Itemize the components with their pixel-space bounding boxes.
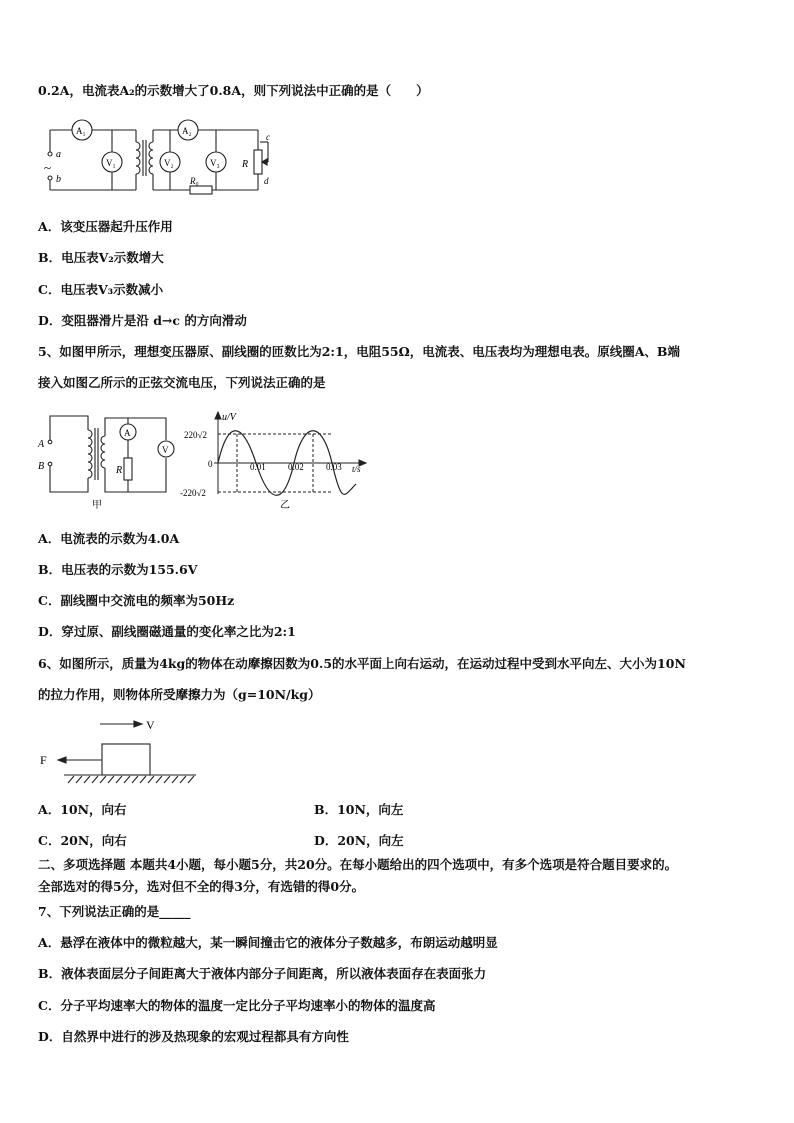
q4-option-a: A．该变压器起升压作用 [38,219,173,234]
yi-ymax-label: 220√2 [184,430,207,440]
jia-caption: 甲 [92,500,102,511]
label-r: R [242,159,249,170]
q6-velocity-label: V [146,718,155,732]
yi-caption: 乙 [280,500,290,511]
q5-option-a: A．电流表的示数为4.0A [38,531,180,546]
q6-option-c: C．20N，向右 [38,833,127,848]
q5-option-b: B．电压表的示数为155.6V [38,562,198,577]
yi-xaxis-label: t/s [352,464,361,474]
jia-voltmeter-label: V [162,445,169,455]
label-c: c [266,132,270,142]
q6-option-d: D．20N，向左 [314,833,404,848]
yi-ymin-label: -220√2 [180,488,206,498]
jia-label-b: B [38,461,45,472]
q6-force-label: F [40,753,47,767]
jia-ammeter-label: A [124,428,131,438]
label-v2: V₂ [164,158,174,168]
q4-stem: 0.2A，电流表A₂的示数增大了0.8A，则下列说法中正确的是（ ） [38,83,429,98]
label-v1: V₁ [106,158,116,168]
q6-stem-line1: 6、如图所示，质量为4kg的物体在动摩擦因数为0.5的水平面上向右运动，在运动过程中受到水平向左、大小为10N [38,656,686,671]
label-r0: R₀ [190,176,199,186]
q5-figure-jia [36,408,186,514]
yi-origin-label: 0 [208,459,213,469]
yi-yaxis-label: u/V [222,412,236,423]
label-a: a [56,149,61,160]
q7-option-a: A．悬浮在液体中的微粒越大，某一瞬间撞击它的液体分子数越多，布朗运动越明显 [38,935,498,950]
q6-stem-line2: 的拉力作用，则物体所受摩擦力为（g=10N/kg） [38,687,321,702]
section2-line2: 全部选对的得5分，选对但不全的得3分，有选错的得0分。 [38,879,365,894]
jia-label-r: R [116,465,123,476]
q7-stem: 7、下列说法正确的是_____ [38,904,191,919]
q5-figure-yi [180,408,370,514]
q6-option-a: A．10N，向右 [38,802,127,817]
label-b: b [56,174,61,185]
q7-option-c: C．分子平均速率大的物体的温度一定比分子平均速率小的物体的温度高 [38,998,436,1013]
section2-line1: 二、多项选择题 本题共4小题，每小题5分，共20分。在每小题给出的四个选项中，有多个选项是符合题目要求的。 [38,857,678,872]
q4-circuit-figure [40,112,280,202]
label-a1: A₁ [76,126,86,136]
q6-block-figure [36,714,206,790]
label-a2: A₂ [182,126,192,136]
q4-option-c: C．电压表V₃示数减小 [38,282,164,297]
yi-t1-label: 0.01 [250,462,266,472]
q4-option-d: D．变阻器滑片是沿 d→c 的方向滑动 [38,313,247,328]
q5-option-d: D．穿过原、副线圈磁通量的变化率之比为2:1 [38,624,296,639]
q7-option-d: D．自然界中进行的涉及热现象的宏观过程都具有方向性 [38,1029,349,1044]
q5-option-c: C．副线圈中交流电的频率为50Hz [38,593,235,608]
jia-label-a: A [38,439,45,450]
q7-option-b: B．液体表面层分子间距离大于液体内部分子间距离，所以液体表面存在表面张力 [38,966,487,981]
label-d: d [264,176,269,186]
label-v3: V₃ [210,158,220,168]
yi-t2-label: 0.02 [288,462,304,472]
q4-option-b: B．电压表V₂示数增大 [38,250,164,265]
svg-text:~: ~ [44,160,52,175]
q5-stem-line2: 接入如图乙所示的正弦交流电压，下列说法正确的是 [38,375,326,390]
q5-stem-line1: 5、如图甲所示，理想变压器原、副线圈的匝数比为2:1，电阻55Ω，电流表、电压表均为理想电表。原线圈A、B端 [38,344,680,359]
q6-option-b: B．10N，向左 [314,802,404,817]
yi-t3-label: 0.03 [326,462,342,472]
